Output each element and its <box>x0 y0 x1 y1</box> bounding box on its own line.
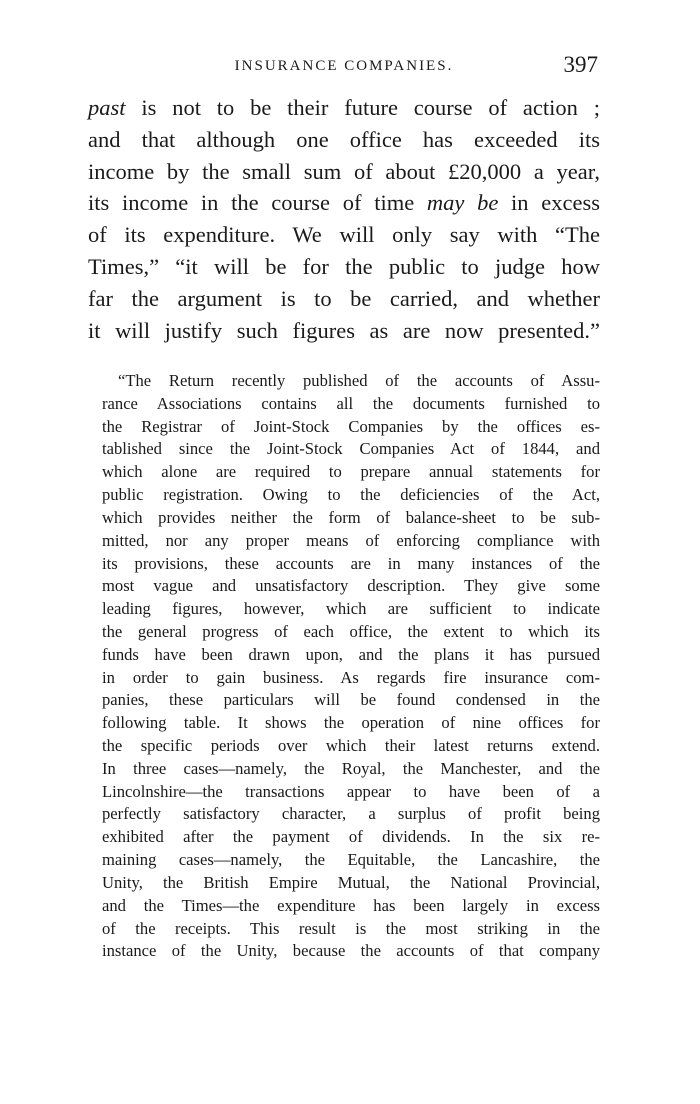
quote-line: public registration. Owing to the deficiencies of the Act, <box>102 485 600 505</box>
quote-line: Unity, the British Empire Mutual, the National Provincial, <box>102 872 600 892</box>
quote-line: most vague and unsatisfactory description. They give some <box>102 576 600 596</box>
quote-line: funds have been drawn upon, and the plans it has pursued <box>102 644 600 664</box>
quote-line: following table. It shows the operation of nine offices for <box>102 713 600 733</box>
quote-line: mitted, nor any proper means of enforcing compliance with <box>102 530 600 550</box>
quote-line: which provides neither the form of balance-sheet to be sub- <box>102 507 600 527</box>
quote-line: in order to gain business. As regards fire insurance com- <box>102 667 600 687</box>
body-line: past is not to be their future course of action ; <box>88 95 600 120</box>
quote-line: the Registrar of Joint-Stock Companies by the offices es- <box>102 416 600 436</box>
quote-line: panies, these particulars will be found condensed in the <box>102 690 600 710</box>
emphasis: may be <box>426 190 499 216</box>
quote-line: of the receipts. This result is the most striking in the <box>102 918 600 938</box>
emphasis: past <box>88 95 126 120</box>
quote-line: Lincolnshire—the transactions appear to have been of a <box>102 781 600 801</box>
body-line: Times,” “it will be for the public to judge how <box>88 253 600 279</box>
quote-line: perfectly satisfactory character, a surplus of profit being <box>102 804 600 824</box>
quoted-extract <box>88 370 600 963</box>
body-line: income by the small sum of about £20,000 a year, <box>88 158 600 184</box>
quote-line: exhibited after the payment of dividends. In the six re- <box>102 827 600 847</box>
quote-line: instance of the Unity, because the accounts of that company <box>102 941 600 961</box>
page-number: 397 <box>563 52 598 77</box>
quote-line: which alone are required to prepare annual statements for <box>102 462 600 482</box>
body-line: and that although one office has exceeded its <box>88 126 600 152</box>
body-paragraph <box>88 92 600 346</box>
body-line: its income in the course of time may be in excess <box>88 190 600 216</box>
running-title: INSURANCE COMPANIES. <box>234 58 454 74</box>
quote-line: and the Times—the expenditure has been largely in excess <box>102 895 600 915</box>
quote-line: leading figures, however, which are sufficient to indicate <box>102 599 600 619</box>
quote-line: In three cases—namely, the Royal, the Manchester, and the <box>102 758 600 778</box>
quote-line: the specific periods over which their latest returns extend. <box>102 736 600 755</box>
quote-line: rance Associations contains all the documents furnished to <box>102 393 600 413</box>
quote-line: maining cases—namely, the Equitable, the Lancashire, the <box>102 850 600 870</box>
quote-line: its provisions, these accounts are in many instances of the <box>102 553 600 573</box>
quote-line: tablished since the Joint-Stock Companies Act of 1844, and <box>102 439 600 459</box>
body-line: of its expenditure. We will only say with “The <box>88 222 600 248</box>
body-line: it will justify such figures as are now presented.” <box>88 317 600 343</box>
quote-line: the general progress of each office, the extent to which its <box>102 621 600 641</box>
running-head <box>88 52 600 82</box>
body-line: far the argument is to be carried, and whether <box>88 285 600 311</box>
quote-line: “The Return recently published of the accounts of Assu- <box>118 371 600 390</box>
